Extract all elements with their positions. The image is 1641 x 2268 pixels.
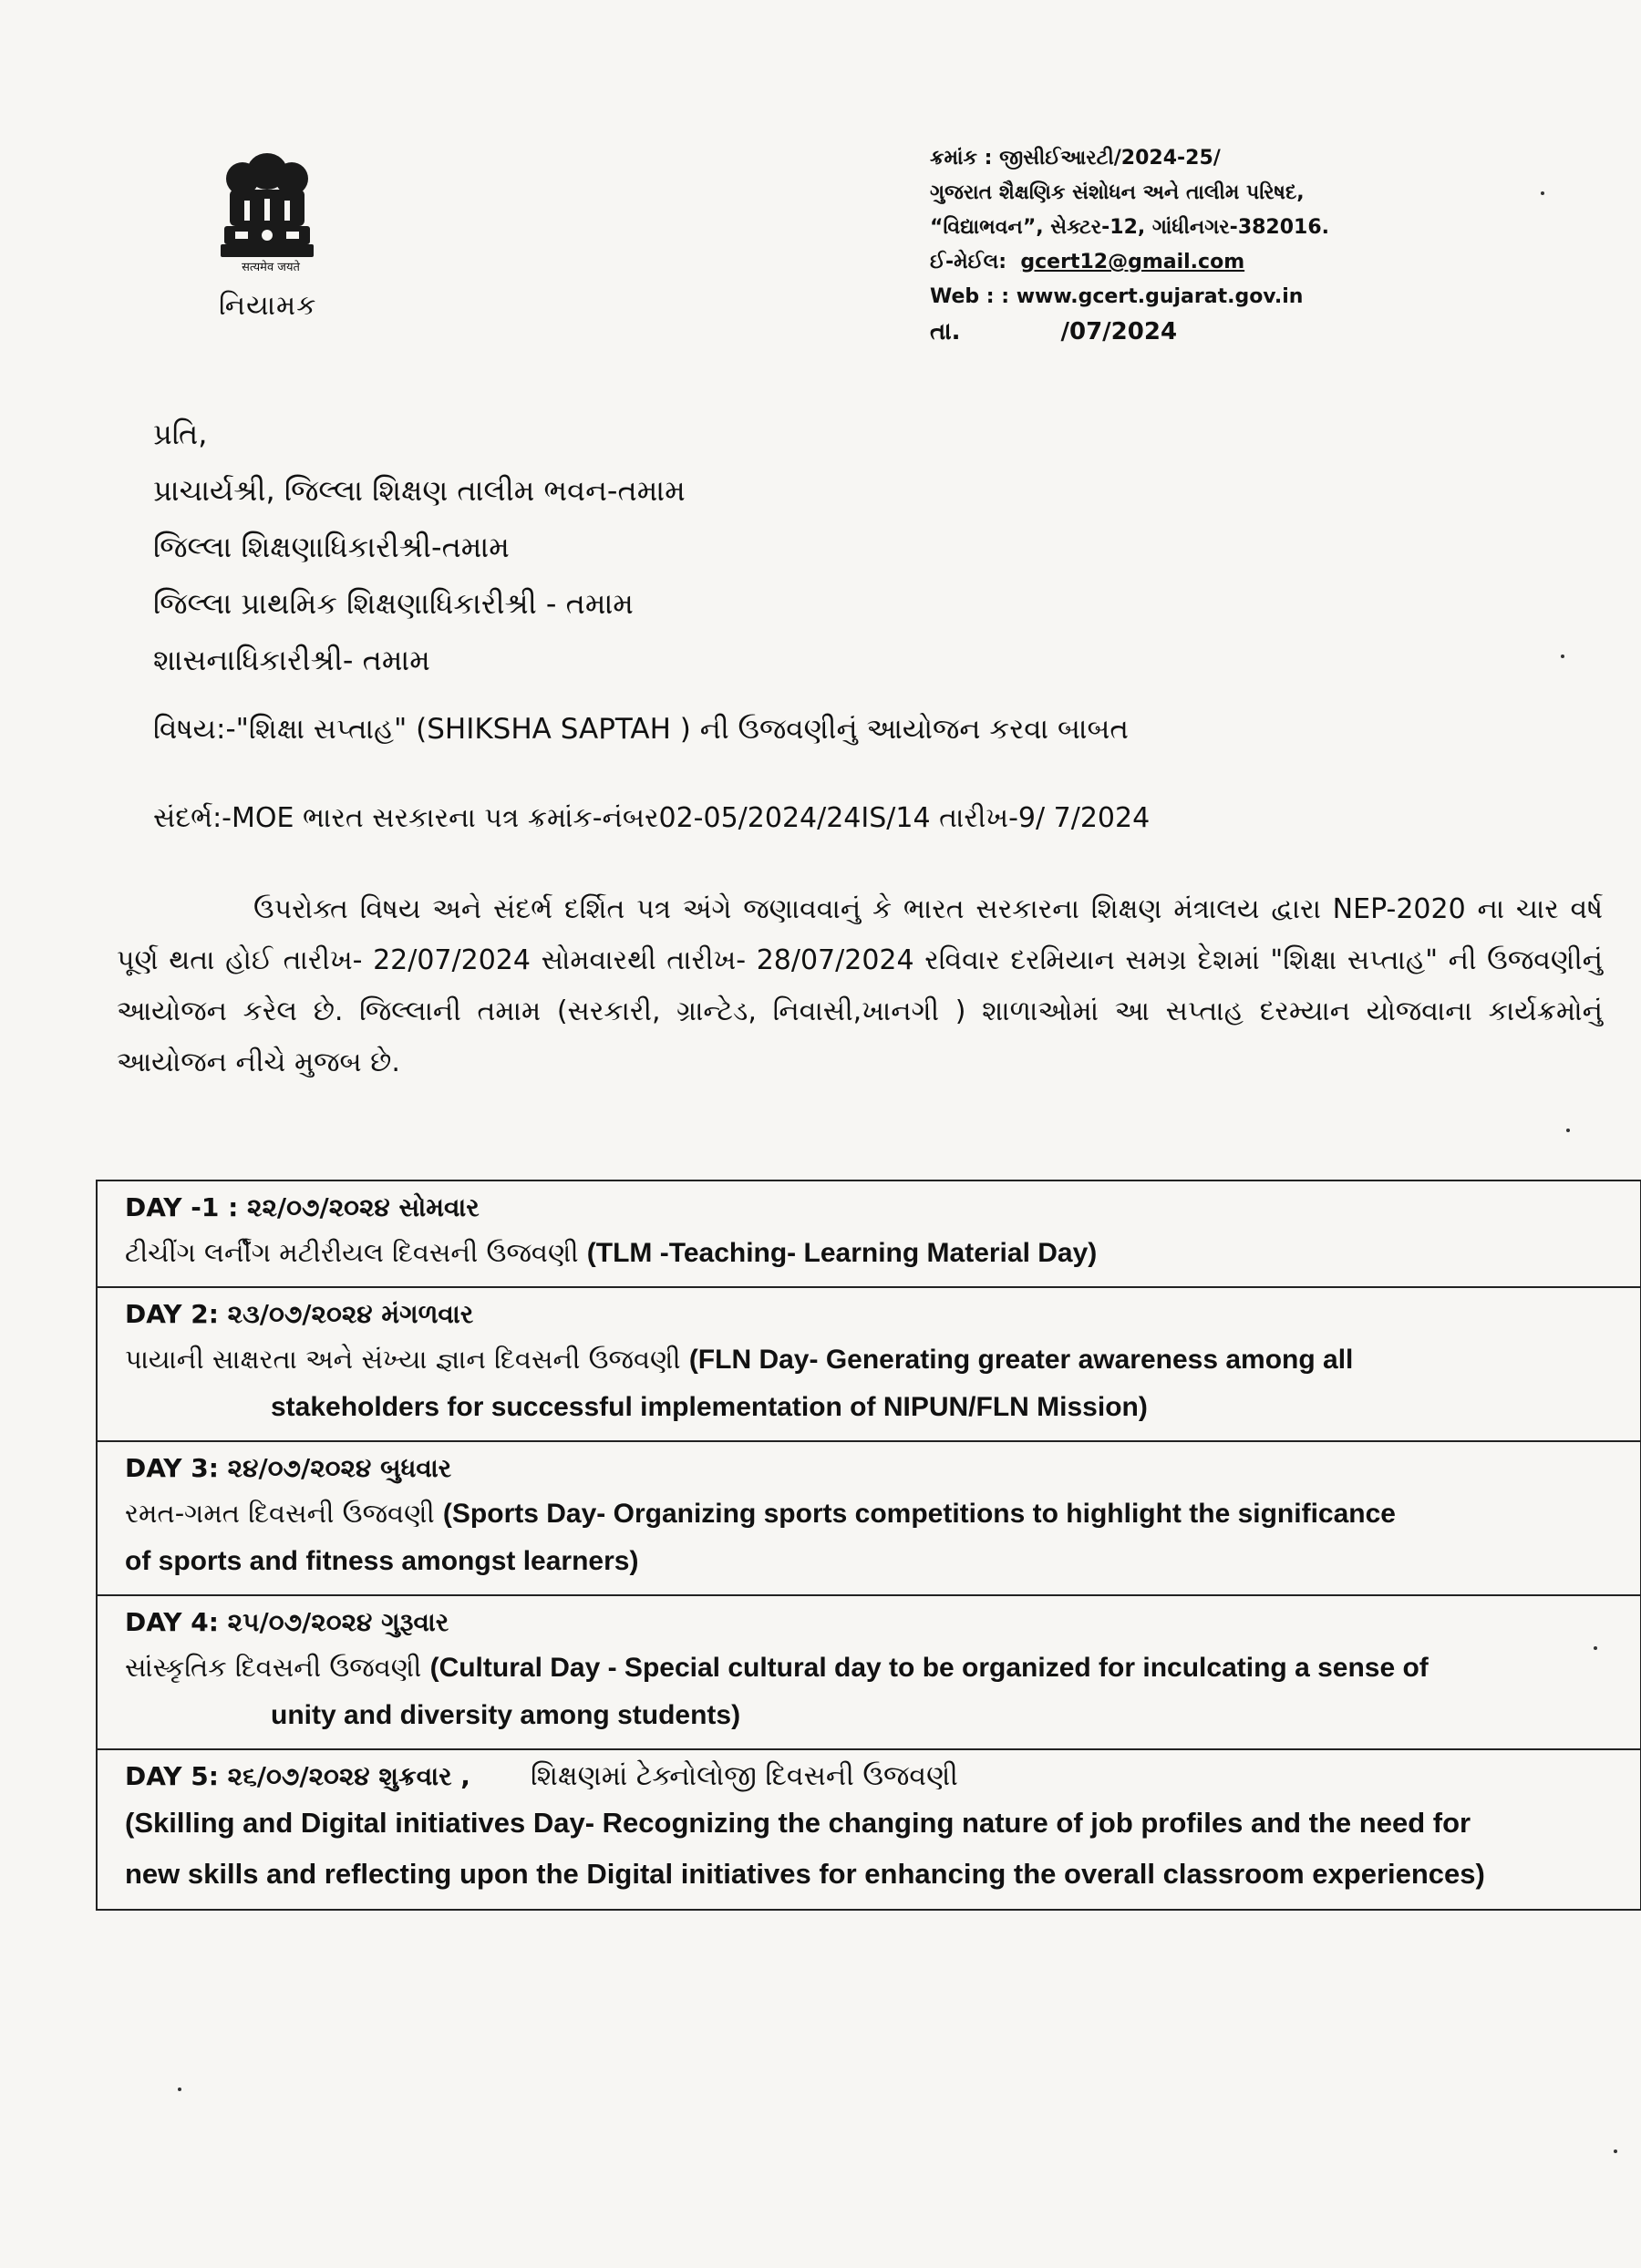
day-desc-en-cont: unity and diversity among students) xyxy=(271,1700,741,1730)
day-header: DAY 3: ૨૪/૦૭/૨૦૨૪ બુધવાર xyxy=(125,1453,452,1483)
day-title: પાયાની સાક્ષરતા અને સંખ્યા જ્ઞાન દિવસની ઉજવણી xyxy=(125,1344,681,1375)
scan-speck xyxy=(1561,655,1564,658)
day-desc-en-cont: of sports and fitness amongst learners) xyxy=(125,1546,639,1576)
recipient-line: જિલ્લા પ્રાથમિક શિક્ષણાધિકારીશ્રી - તમામ xyxy=(153,586,634,621)
day-cell xyxy=(97,1180,1641,1287)
table-row xyxy=(97,1287,1641,1441)
day-header: DAY -1 : ૨૨/૦૭/૨૦૨૪ સોમવાર xyxy=(125,1192,480,1222)
letterhead-block xyxy=(930,141,1329,349)
recipient-line: જિલ્લા શિક્ષણાધિકારીશ્રી-તમામ xyxy=(153,530,510,564)
address: “વિદ્યાભવન”, સેક્ટર-12, ગાંધીનગર-382016. xyxy=(930,216,1330,239)
day-cell xyxy=(97,1287,1641,1441)
recipient-list xyxy=(153,406,686,688)
table-row xyxy=(97,1441,1641,1595)
day-description xyxy=(125,1335,1616,1431)
day-desc-en-cont: stakeholders for successful implementation of NIPUN/FLN Mission) xyxy=(271,1392,1148,1422)
day-header: DAY 4: ૨૫/૦૭/૨૦૨૪ ગુરૂવાર xyxy=(125,1607,449,1637)
reference-line: સંદર્ભ:-MOE ભારત સરકારના પત્ર ક્રમાંક-નંબર02-05/2024/24IS/14 તારીખ-9/ 7/2024 xyxy=(153,802,1151,834)
body-paragraph: ઉપરોક્ત વિષય અને સંદર્ભ દર્શિત પત્ર અંગે જણાવવાનું કે ભારત સરકારના શિક્ષણ મંત્રાલય દ્વારા NEP-2020 ના ચાર વર્ષ પૂર્ણ થતા હોઈ તારીખ- 22/07/2024 સોમવારથી તારીખ- 28/07/2024 રવિવાર દરમિયાન સમગ્ર દેશમાં "શિક્ષા સપ્તાહ" ની ઉજવણીનું આયોજન કરેલ છે. જિલ્લાની તમામ (સરકારી, ગ્રાન્ટેડ, નિવાસી,ખાનગી ) શાળાઓમાં આ સપ્તાહ દરમ્યાન યોજવાના કાર્યક્રમોનું આયોજન નીચે મુજબ છે. xyxy=(117,893,1603,1078)
emblem-motto: सत्यमेव जयते xyxy=(242,261,300,274)
day-title: શિક્ષણમાં ટેક્નોલોજી દિવસની ઉજવણી xyxy=(530,1760,958,1792)
day-cell xyxy=(97,1749,1641,1910)
scan-speck xyxy=(1594,1646,1597,1650)
subject-line: વિષય:-"શિક્ષા સપ્તાહ" (SHIKSHA SAPTAH ) ની ઉજવણીનું આયોજન કરવા બાબત xyxy=(153,713,1129,746)
day-description xyxy=(125,1644,1616,1739)
date-value: /07/2024 xyxy=(1060,318,1178,345)
scan-speck xyxy=(1614,2149,1617,2153)
day-title: રમત-ગમત દિવસની ઉજવણી xyxy=(125,1498,435,1529)
date-label: તા. xyxy=(930,318,961,345)
day-description xyxy=(125,1229,1616,1277)
website[interactable]: Web : : www.gcert.gujarat.gov.in xyxy=(930,285,1304,308)
organization-name: ગુજરાત શૈક્ષણિક સંશોધન અને તાલીમ પરિષદ, xyxy=(930,181,1305,204)
day-description xyxy=(125,1490,1616,1585)
recipient-line: પ્રતિ, xyxy=(153,417,208,451)
office-title: નિયામક xyxy=(219,290,317,322)
email-line xyxy=(930,245,1329,280)
day-desc-en: (FLN Day- Generating greater awareness among all xyxy=(688,1345,1354,1375)
reference-number: ક્રમાંક : જીસીઈઆરટી/2024-25/ xyxy=(930,147,1221,170)
recipient-line: શાસનાધિકારીશ્રી- તમામ xyxy=(153,643,430,677)
day-title: સાંસ્કૃતિક દિવસની ઉજવણી xyxy=(125,1652,422,1683)
date-line xyxy=(930,314,1329,349)
day-desc-en: (Cultural Day - Special cultural day to be organized for inculcating a sense of xyxy=(429,1653,1429,1683)
scan-speck xyxy=(1566,1129,1570,1132)
scan-speck xyxy=(178,2088,181,2091)
scan-speck xyxy=(1541,191,1544,195)
email-label: ઈ-મેઈલ: xyxy=(930,251,1007,273)
day-cell xyxy=(97,1441,1641,1595)
day-desc-en: (Sports Day- Organizing sports competitions to highlight the significance xyxy=(442,1499,1396,1529)
day-title: ટીચીંગ લર્નીંગ મટીરીયલ દિવસની ઉજવણી xyxy=(125,1237,579,1268)
email-link[interactable]: gcert12@gmail.com xyxy=(1020,251,1245,273)
table-row xyxy=(97,1749,1641,1910)
day-desc-en-cont: new skills and reflecting upon the Digital initiatives for enhancing the overall classroom experiences) xyxy=(125,1858,1485,1890)
day-desc-en: (TLM -Teaching- Learning Material Day) xyxy=(586,1238,1098,1268)
table-row xyxy=(97,1595,1641,1749)
day-header: DAY 2: ૨૩/૦૭/૨૦૨૪ મંગળવાર xyxy=(125,1299,474,1329)
day-cell xyxy=(97,1595,1641,1749)
recipient-line: પ્રાચાર્યશ્રી, જિલ્લા શિક્ષણ તાલીમ ભવન-તમામ xyxy=(153,473,686,508)
day-desc-en: (Skilling and Digital initiatives Day- Recognizing the changing nature of job profiles and the need for xyxy=(125,1807,1471,1839)
table-row xyxy=(97,1180,1641,1287)
day-header-text: DAY 5: ૨૬/૦૭/૨૦૨૪ શુક્રવાર , xyxy=(125,1761,470,1791)
day-header xyxy=(125,1756,1616,1798)
schedule-table xyxy=(96,1180,1641,1911)
